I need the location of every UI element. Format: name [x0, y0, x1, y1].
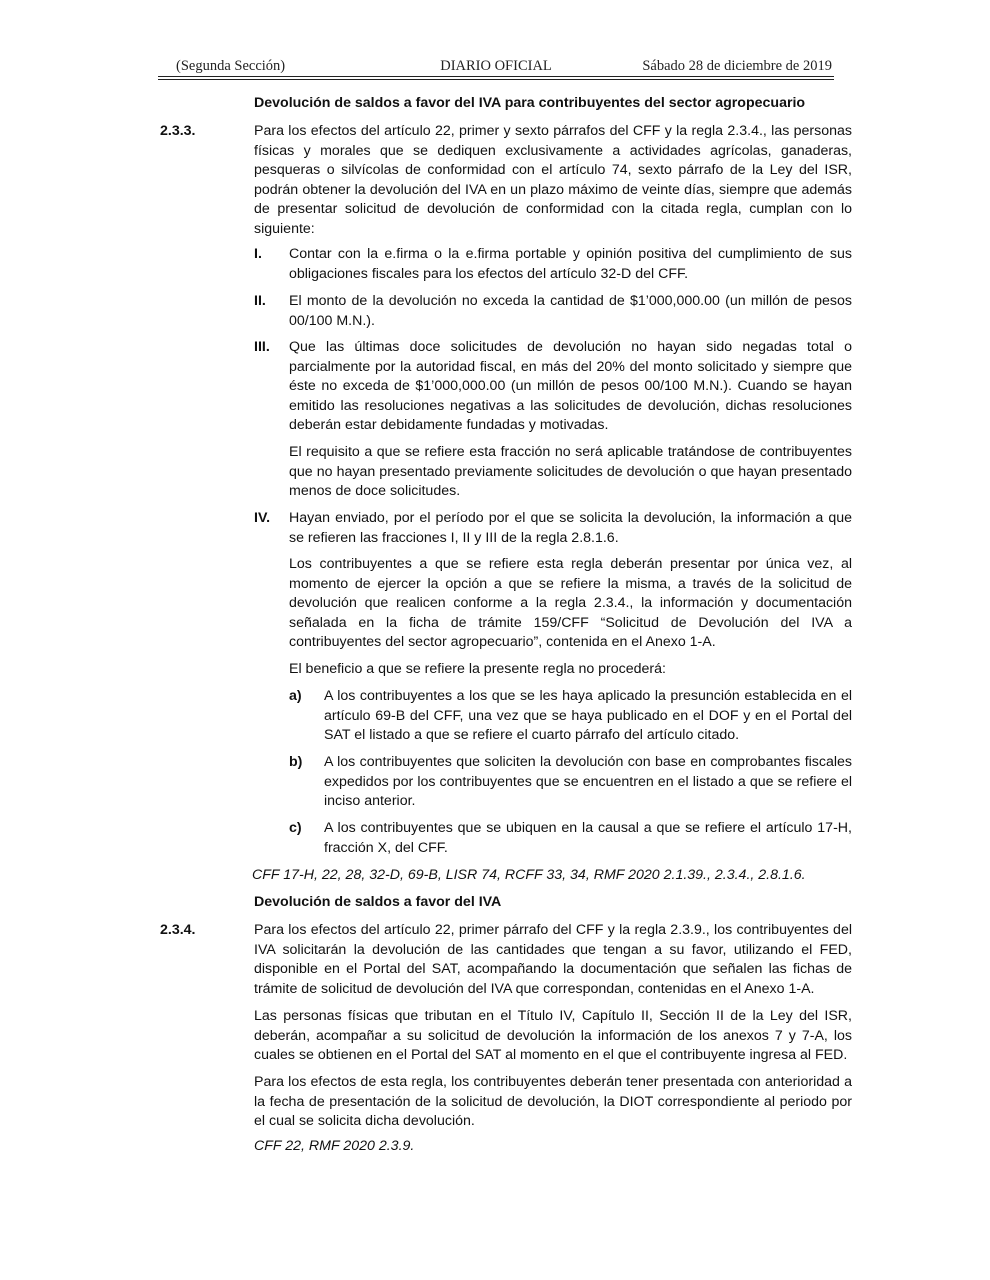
header-date: Sábado 28 de diciembre de 2019 [642, 58, 832, 74]
rule-2-3-3-reference: CFF 17-H, 22, 28, 32-D, 69-B, LISR 74, RCFF 33, 34, RMF 2020 2.1.39., 2.3.4., 2.8.1.6. [252, 867, 806, 883]
rule-2-3-3-title: Devolución de saldos a favor del IVA para contribuyentes del sector agropecuario [254, 95, 806, 111]
subitem-label-b: b) [289, 754, 303, 770]
header-rule-top [158, 76, 834, 77]
item-label-ii: II. [254, 293, 266, 309]
rule-2-3-4-paragraph-2: Las personas físicas que tributan en el Título IV, Capítulo II, Sección II de la Ley del ISR, deberán, acompañar a su solicitud de devolución la información de los anexos 7 y 7-A, los cuales se obtienen en el Portal del SAT al momento en el que el contribuyente ingresa al FED. [254, 1008, 852, 1063]
item-text-i: Contar con la e.firma o la e.firma portable y opinión positiva del cumplimiento de sus obligaciones fiscales para los efectos del artículo 32-D del CFF. [289, 246, 852, 282]
item-text-iii: Que las últimas doce solicitudes de devolución no hayan sido negadas total o parcialmente por la autoridad fiscal, en más del 20% del monto solicitado y siempre que éste no exceda de $1’000,000.00 (un millón de pesos 00/100 M.N.). Cuando se hayan emitido las resoluciones negativas a las solicitudes de devolución, dichas resoluciones deberán estar debidamente fundadas y motivadas. [289, 339, 852, 433]
subitem-text-a: A los contribuyentes a los que se les haya aplicado la presunción establecida en el artículo 69-B del CFF, una vez que se haya publicado en el DOF y en el Portal del SAT el listado a que se refiere el cuarto párrafo del artículo citado. [324, 688, 852, 743]
item-text-ii: El monto de la devolución no exceda la cantidad de $1’000,000.00 (un millón de pesos 00/100 M.N.). [289, 293, 852, 329]
page-header [158, 57, 834, 77]
rule-2-3-3-intro: Para los efectos del artículo 22, primer y sexto párrafos del CFF y la regla 2.3.4., las personas físicas y morales que se dediquen exclusivamente a actividades agrícolas, ganaderas, pesqueras o silvícolas de conformidad con el artículo 74, sexto párrafo de la Ley del ISR, podrán obtener la devolución del IVA en un plazo máximo de veinte días, siempre que además de presentar solicitud de devolución de conformidad con la citada regla, cumplan con lo siguiente: [254, 123, 852, 237]
item-label-i: I. [254, 246, 262, 262]
header-publication: DIARIO OFICIAL [440, 58, 552, 74]
rule-2-3-4-paragraph-3: Para los efectos de esta regla, los contribuyentes deberán tener presentada con anterioridad a la fecha de presentación de la solicitud de devolución, la DIOT correspondiente al periodo por el cual se solicita dicha devolución. [254, 1074, 852, 1129]
item-extra2-iv: El beneficio a que se refiere la presente regla no procederá: [289, 661, 666, 677]
header-section: (Segunda Sección) [176, 58, 286, 74]
subitem-label-a: a) [289, 688, 302, 704]
item-label-iii: III. [254, 339, 270, 355]
rule-2-3-4-number: 2.3.4. [160, 922, 196, 938]
subitem-label-c: c) [289, 820, 302, 836]
item-text-iv: Hayan enviado, por el período por el que se solicita la devolución, la información a que se refieren las fracciones I, II y III de la regla 2.8.1.6. [289, 510, 852, 546]
item-label-iv: IV. [254, 510, 271, 526]
rule-2-3-4-paragraph-1: Para los efectos del artículo 22, primer párrafo del CFF y la regla 2.3.9., los contribuyentes del IVA solicitarán la devolución de las cantidades que tengan a su favor, utilizando el FED, disponible en el Portal del SAT, acompañando la documentación que señalen las fichas de trámite de solicitud de devolución del IVA que correspondan, contenidas en el Anexo 1-A. [254, 922, 852, 997]
rule-2-3-4-title: Devolución de saldos a favor del IVA [254, 894, 502, 910]
header-rule-bottom [158, 79, 834, 80]
subitem-text-b: A los contribuyentes que soliciten la devolución con base en comprobantes fiscales expedidos por los contribuyentes que se encuentren en el listado a que se refiere el inciso anterior. [324, 754, 852, 809]
subitem-text-c: A los contribuyentes que se ubiquen en la causal a que se refiere el artículo 17-H, fracción X, del CFF. [324, 820, 852, 856]
rule-2-3-4-reference: CFF 22, RMF 2020 2.3.9. [254, 1138, 415, 1154]
item-extra-iv: Los contribuyentes a que se refiere esta regla deberán presentar por única vez, al momento de ejercer la opción a que se refiere la misma, a través de la solicitud de devolución que realicen conforme a la regla 2.3.4., la información y documentación señalada en la ficha de trámite 159/CFF “Solicitud de Devolución del IVA a contribuyentes del sector agropecuario”, contenida en el Anexo 1-A. [289, 556, 852, 650]
rule-2-3-3-number: 2.3.3. [160, 123, 196, 139]
item-extra-iii: El requisito a que se refiere esta fracción no será aplicable tratándose de contribuyentes que no hayan presentado previamente solicitudes de devolución o que hayan presentado menos de doce solicitudes. [289, 444, 852, 499]
